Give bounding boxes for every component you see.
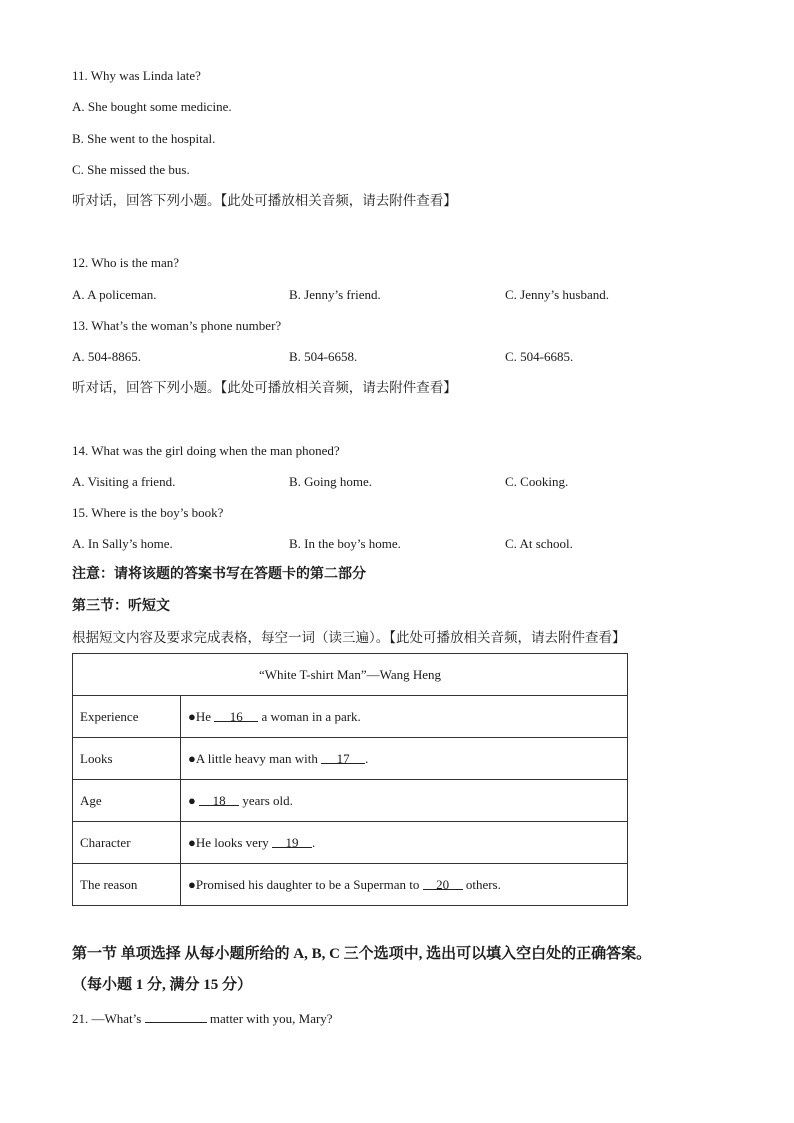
q14-option-c: C. Cooking. xyxy=(505,474,569,489)
q15-option-c: C. At school. xyxy=(505,536,573,551)
table-row xyxy=(73,738,628,780)
blank-number: 20 xyxy=(436,876,450,892)
row-text: . xyxy=(365,750,369,766)
blank-number: 16 xyxy=(229,708,243,724)
row-content xyxy=(181,864,628,906)
row-text: . xyxy=(312,834,316,850)
q14-stem: 14. What was the girl doing when the man phoned? xyxy=(72,443,340,458)
q15-stem: 15. Where is the boy’s book? xyxy=(72,505,224,520)
answer-blank-18[interactable] xyxy=(199,793,239,806)
q21-stem xyxy=(72,1010,333,1027)
blank-number: 19 xyxy=(285,834,299,850)
q12-option-b: B. Jenny’s friend. xyxy=(289,287,381,302)
blank-number: 17 xyxy=(336,750,350,766)
q12-option-a: A. A policeman. xyxy=(72,287,157,302)
table-row xyxy=(73,822,628,864)
row-text: years old. xyxy=(239,792,293,808)
row-content xyxy=(181,822,628,864)
fill-in-table xyxy=(72,653,628,906)
row-label: Experience xyxy=(73,696,181,738)
row-text: ●He xyxy=(188,708,215,724)
row-text: ● xyxy=(188,792,200,808)
q11-stem: 11. Why was Linda late? xyxy=(72,68,201,83)
answer-note: 注意：请将该题的答案书写在答题卡的第二部分 xyxy=(72,567,366,582)
row-content xyxy=(181,738,628,780)
blank-number: 18 xyxy=(212,792,226,808)
row-text: a woman in a park. xyxy=(258,708,361,724)
q11-option-a: A. She bought some medicine. xyxy=(72,99,232,114)
row-text: ●Promised his daughter to be a Superman to xyxy=(188,876,423,892)
q13-option-c: C. 504-6685. xyxy=(505,349,574,364)
table-row xyxy=(73,864,628,906)
row-label: Character xyxy=(73,822,181,864)
section-3-instruction: 根据短文内容及要求完成表格，每空一词（读三遍）。【此处可播放相关音频，请去附件查看】 xyxy=(72,630,626,645)
listening-instruction-2: 听对话，回答下列小题。【此处可播放相关音频，请去附件查看】 xyxy=(72,380,457,395)
answer-blank-17[interactable] xyxy=(321,751,365,764)
answer-blank-16[interactable] xyxy=(214,709,258,722)
q14-option-a: A. Visiting a friend. xyxy=(72,474,176,489)
row-label: The reason xyxy=(73,864,181,906)
part-1-heading: 第一节 单项选择 从每小题所给的 A, B, C 三个选项中, 选出可以填入空白处的正确答案。 xyxy=(72,946,652,962)
part-1-scoring: （每小题 1 分, 满分 15 分） xyxy=(72,977,253,993)
section-3-heading: 第三节：听短文 xyxy=(72,599,170,614)
q13-stem: 13. What’s the woman’s phone number? xyxy=(72,318,282,333)
q13-option-a: A. 504-8865. xyxy=(72,349,141,364)
row-content xyxy=(181,780,628,822)
q21-answer-blank[interactable] xyxy=(145,1010,207,1023)
listening-instruction-1: 听对话，回答下列小题。【此处可播放相关音频，请去附件查看】 xyxy=(72,193,457,208)
q15-option-b: B. In the boy’s home. xyxy=(289,536,401,551)
q21-text: 21. —What’s xyxy=(72,1011,145,1026)
row-label: Age xyxy=(73,780,181,822)
q11-option-b: B. She went to the hospital. xyxy=(72,131,216,146)
table-title: “White T-shirt Man”—Wang Heng xyxy=(73,654,628,696)
q11-option-c: C. She missed the bus. xyxy=(72,162,190,177)
q14-option-b: B. Going home. xyxy=(289,474,373,489)
table-row xyxy=(73,696,628,738)
q21-text: matter with you, Mary? xyxy=(206,1011,333,1026)
row-content xyxy=(181,696,628,738)
table-row xyxy=(73,780,628,822)
q13-option-b: B. 504-6658. xyxy=(289,349,358,364)
row-text: others. xyxy=(462,876,501,892)
q15-option-a: A. In Sally’s home. xyxy=(72,536,173,551)
row-text: ●He looks very xyxy=(188,834,273,850)
row-label: Looks xyxy=(73,738,181,780)
q12-stem: 12. Who is the man? xyxy=(72,255,179,270)
row-text: ●A little heavy man with xyxy=(188,750,322,766)
q12-option-c: C. Jenny’s husband. xyxy=(505,287,609,302)
answer-blank-19[interactable] xyxy=(272,835,312,848)
answer-blank-20[interactable] xyxy=(423,877,463,890)
